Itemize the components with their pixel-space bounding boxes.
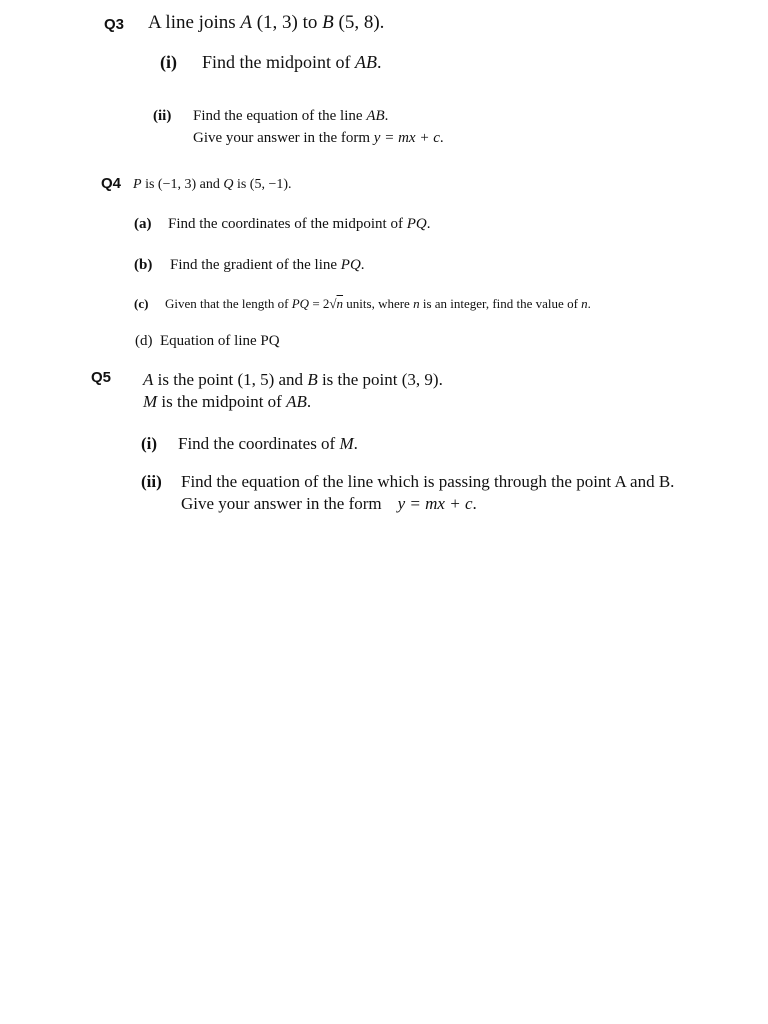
q5-stem-point-m: M [143, 392, 158, 411]
q4-part-c-var-pq: PQ [291, 296, 310, 311]
q5-part-ii-text-2: Give your answer in the form [181, 494, 382, 513]
q4-stem-point-p: P [133, 177, 142, 192]
q3-part-ii-end-2: . [439, 130, 444, 146]
q4-stem-text-2: is (5, −1). [233, 177, 292, 192]
q3-stem [148, 12, 384, 34]
q4-part-c-var-n-2: n [581, 296, 588, 311]
q5-stem-text-2: is the point (3, 9). [317, 370, 443, 389]
q4-part-a-text: Find the coordinates of the midpoint of [168, 216, 407, 232]
q3-part-ii-label: (ii) [153, 108, 172, 124]
q4-part-c-var-n: n [413, 296, 420, 311]
q3-stem-point-a: A [240, 12, 252, 33]
q5-stem-text-1: is the point (1, 5) and [153, 370, 308, 389]
q3-part-ii-line2 [193, 130, 444, 147]
q3-part-ii-text-1: Find the equation of the line [193, 108, 367, 124]
q3-part-i-label: (i) [160, 52, 177, 72]
q3-stem-point-b: B [322, 12, 334, 33]
q3-stem-text-3: (5, 8). [333, 12, 385, 33]
q4-part-c-text-1: Given that the length of [165, 296, 292, 311]
q4-part-b-label: (b) [134, 257, 153, 273]
q4-part-a-end: . [426, 216, 431, 232]
q5-stem-text-3: is the midpoint of [157, 392, 287, 411]
q4-stem-point-q: Q [223, 177, 234, 192]
q5-stem-var-ab: AB [286, 392, 307, 411]
q4-part-b-end: . [360, 257, 365, 273]
q4-part-d-text: Equation of line PQ [160, 333, 280, 349]
q4-stem [133, 177, 292, 193]
q5-part-i [141, 434, 358, 454]
q5-part-ii-line1 [141, 472, 674, 492]
q4-part-c-text-4: is an integer, find the value of [419, 296, 582, 311]
q3-part-i-end: . [377, 52, 382, 72]
q3-part-ii-math: y = mx + c [373, 130, 440, 146]
q4-part-c-text-3: units, where [343, 296, 414, 311]
q4-part-c [134, 296, 591, 312]
q4-part-c-label: (c) [134, 296, 149, 311]
q5-stem-line1 [143, 370, 443, 390]
q3-part-ii-text-2: Give your answer in the form [193, 130, 374, 146]
q3-part-ii-line1 [153, 108, 388, 125]
q5-stem-point-b: B [307, 370, 318, 389]
q4-part-a-var: PQ [406, 216, 427, 232]
q5-part-ii-line2 [181, 494, 477, 514]
q4-part-c-text-2: = 2√ [309, 296, 337, 311]
q5-stem-point-a: A [143, 370, 154, 389]
q3-stem-text-1: A line joins [148, 12, 241, 33]
question-number-q4: Q4 [101, 175, 122, 192]
q3-part-i-var: AB [355, 52, 377, 72]
q3-stem-text-2: (1, 3) to [251, 12, 323, 33]
q5-part-i-label: (i) [141, 434, 158, 453]
question-number-q3: Q3 [104, 16, 125, 33]
q5-stem-end: . [306, 392, 312, 411]
q4-part-b-var: PQ [340, 257, 361, 273]
q4-part-a-label: (a) [134, 216, 152, 232]
q4-part-b [134, 257, 365, 274]
q5-stem-line2 [143, 392, 311, 412]
q3-part-ii-end-1: . [384, 108, 389, 124]
q3-part-ii-var: AB [366, 108, 385, 124]
q5-part-i-end: . [353, 434, 358, 453]
q4-stem-text-1: is (−1, 3) and [141, 177, 224, 192]
q4-part-d-label: (d) [135, 333, 153, 349]
q5-part-ii-text-1: Find the equation of the line which is passing through the point A and B. [181, 472, 675, 491]
q3-part-i-text: Find the midpoint of [202, 52, 355, 72]
q4-part-d [135, 333, 280, 350]
q5-part-ii-math: y = mx + c [397, 494, 473, 513]
q5-part-i-var: M [339, 434, 354, 453]
q5-part-ii-label: (ii) [141, 472, 162, 491]
q4-part-c-end: . [587, 296, 591, 311]
q3-part-i [160, 52, 382, 73]
q5-part-i-text: Find the coordinates of [178, 434, 340, 453]
q4-part-c-var-n-root: n [336, 296, 344, 311]
q5-part-ii-end: . [472, 494, 477, 513]
q4-part-a [134, 216, 430, 233]
q4-part-b-text: Find the gradient of the line [170, 257, 341, 273]
question-number-q5: Q5 [91, 369, 112, 386]
